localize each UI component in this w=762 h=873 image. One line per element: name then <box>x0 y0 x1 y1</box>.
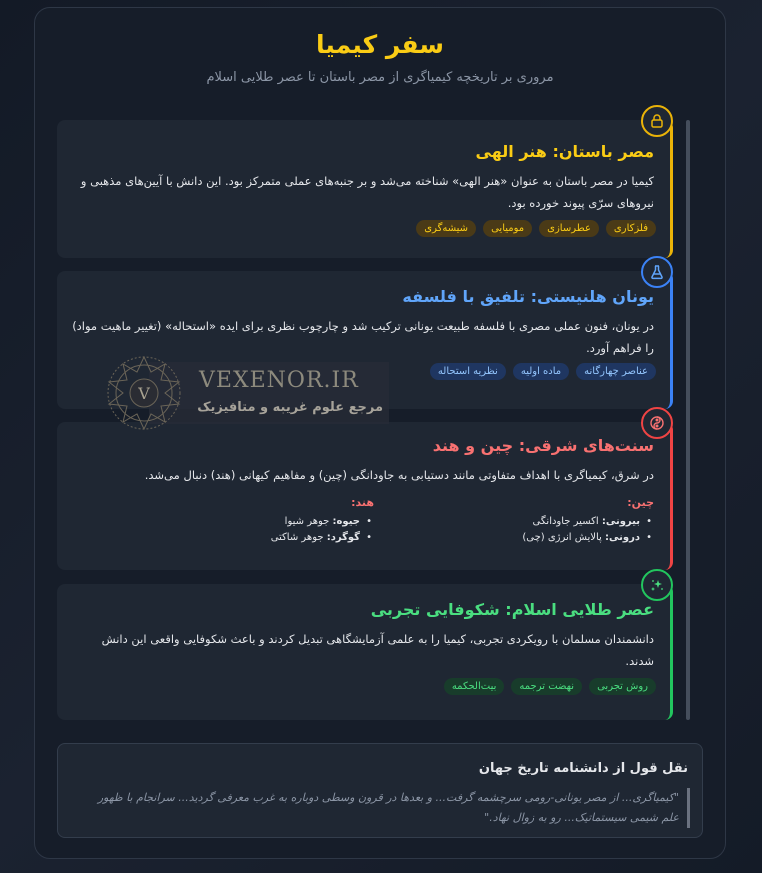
timeline-track <box>686 120 690 720</box>
era-card-islam <box>57 584 673 720</box>
era-title: یونان هلنیستی: تلفیق با فلسفه <box>402 287 654 306</box>
east-columns <box>71 496 654 556</box>
list-item: • جیوه: جوهر شیوا <box>84 514 374 530</box>
tag: روش تجربی <box>589 678 656 695</box>
era-title: سنت‌های شرقی: چین و هند <box>432 436 654 455</box>
page-title: سفر کیمیا <box>316 30 444 59</box>
tag: شیشه‌گری <box>416 220 476 237</box>
era-description: در یونان، فنون عملی مصری با فلسفه طبیعت یونانی ترکیب شد و چارچوب نظری برای ایده «استحاله» (تغییر ماهیت مواد) را فراهم آورد. <box>72 319 654 355</box>
watermark-name: VEXENOR.IR <box>199 368 359 393</box>
yin-yang-icon <box>641 407 673 439</box>
watermark-subtitle: مرجع علوم غریبه و متافیزیک <box>197 400 383 415</box>
watermark <box>103 352 389 426</box>
page-subtitle: مروری بر تاریخچه کیمیاگری از مصر باستان تا عصر طلایی اسلام <box>206 70 554 85</box>
era-card-east <box>57 422 673 570</box>
era-description: دانشمندان مسلمان با رویکردی تجربی، کیمیا را به علمی آزمایشگاهی تبدیل کردند و باعث شکوفایی واقعی این دانش شدند. <box>101 632 654 668</box>
quote-box <box>57 743 703 838</box>
era-description: کیمیا در مصر باستان به عنوان «هنر الهی» شناخته می‌شد و بر جنبه‌های عملی متمرکز بود. این دانش با آیین‌های مذهبی و نیروهای سرّی پیوند خورده بود. <box>80 174 654 210</box>
tag: عطرسازی <box>539 220 599 237</box>
tag: نهضت ترجمه <box>511 678 582 695</box>
tag: مومیایی <box>483 220 532 237</box>
tag: بیت‌الحکمه <box>444 678 505 695</box>
main-card <box>34 7 726 859</box>
era-tags <box>444 678 656 695</box>
era-title: عصر طلایی اسلام: شکوفایی تجربی <box>370 600 654 619</box>
era-tags <box>416 220 656 237</box>
tag: ماده اولیه <box>513 363 569 380</box>
china-heading: چین: <box>627 496 654 509</box>
era-tags <box>430 363 656 380</box>
sparkles-icon <box>641 569 673 601</box>
era-title: مصر باستان: هنر الهی <box>475 142 654 161</box>
list-item: • درونی: پالایش انرژی (چی) <box>364 530 654 546</box>
tag: نظریه استحاله <box>430 363 506 380</box>
flask-icon <box>641 256 673 288</box>
india-column <box>84 496 374 546</box>
tag: عناصر چهارگانه <box>576 363 656 380</box>
lock-icon <box>641 105 673 137</box>
quote-title: نقل قول از دانشنامه تاریخ جهان <box>478 761 688 776</box>
svg-text:V: V <box>138 384 150 403</box>
quote-body: "کیمیاگری... از مصر یونانی-رومی سرچشمه گرفت... و بعدها در قرون وسطی دوباره به غرب معرفی گردید... سرانجام با ظهور علم شیمی سیستماتیک... رو به زوال نهاد." <box>80 788 690 828</box>
watermark-logo-icon <box>103 352 185 434</box>
era-card-egypt <box>57 120 673 258</box>
india-heading: هند: <box>351 496 374 509</box>
list-item: • بیرونی: اکسیر جاودانگی <box>364 514 654 530</box>
china-column <box>364 496 654 546</box>
era-description: در شرق، کیمیاگری با اهداف متفاوتی مانند دستیابی به جاودانگی (چین) و مفاهیم کیهانی (هند) دنبال می‌شد. <box>144 468 654 482</box>
list-item: • گوگرد: جوهر شاکتی <box>84 530 374 546</box>
tag: فلزکاری <box>606 220 656 237</box>
